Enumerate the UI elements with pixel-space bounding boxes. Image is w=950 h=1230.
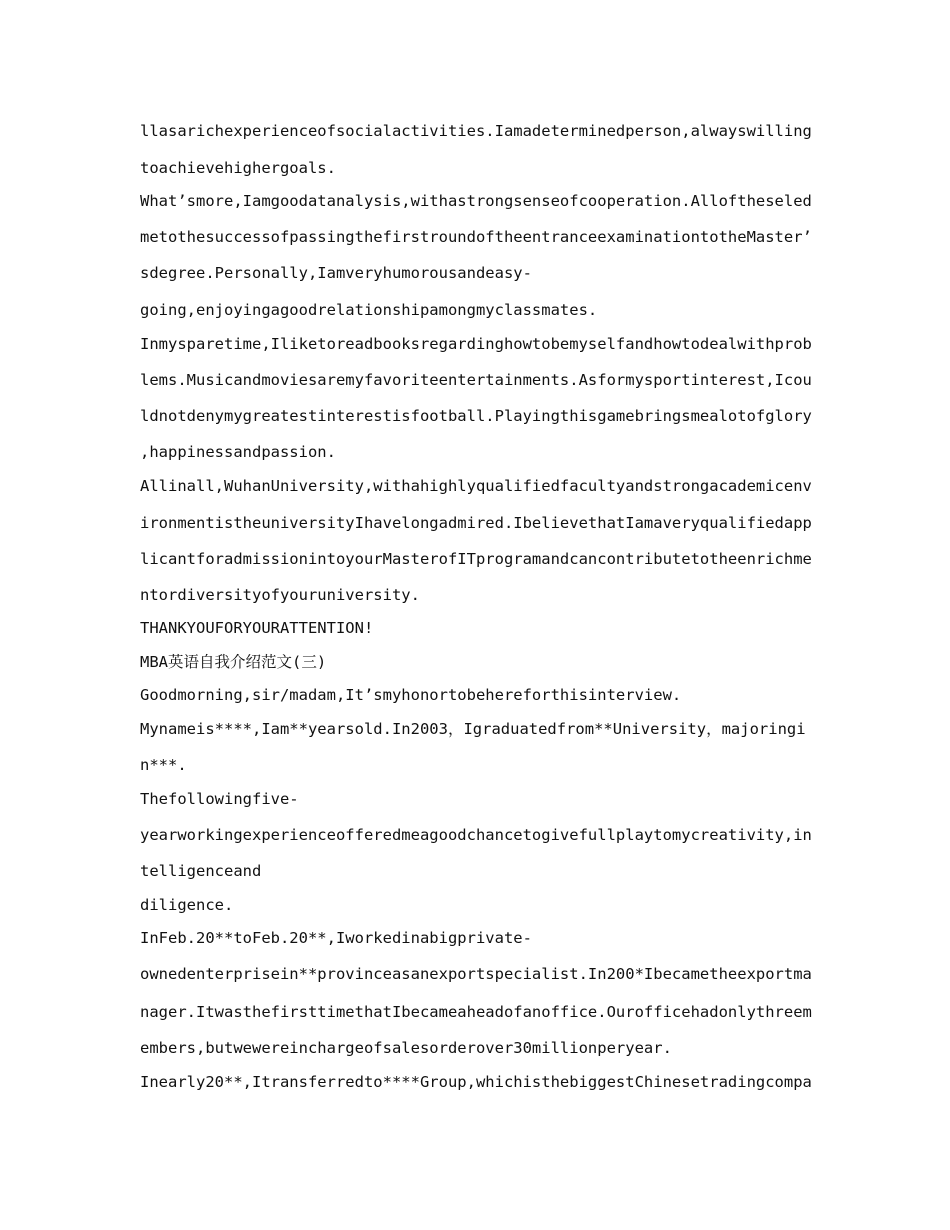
section-heading: MBA英语自我介绍范文(三) — [140, 653, 327, 671]
text-line: metothesuccessofpassingthefirstroundoftheentranceexaminationtotheMaster’ — [140, 228, 812, 246]
text-line: ironmentistheuniversityIhavelongadmired.IbelievethatIamaveryqualifiedapp — [140, 514, 812, 532]
text-line: licantforadmissionintoyourMasterofITprogramandcancontributetotheenrichme — [140, 550, 812, 568]
text-line: Goodmorning,sir/madam,It’smyhonortobehereforthisinterview. — [140, 686, 682, 704]
text-line: InFeb.20**toFeb.20**,Iworkedinabigprivate- — [140, 929, 532, 947]
text-line: sdegree.Personally,Iamveryhumorousandeasy- — [140, 264, 532, 282]
text-line: n***. — [140, 756, 187, 774]
text-line: lems.Musicandmoviesaremyfavoriteentertainments.Asformysportinterest,Icou — [140, 371, 812, 389]
text-line: Allinall,WuhanUniversity,withahighlyqualifiedfacultyandstrongacademicenv — [140, 477, 812, 495]
text-line: yearworkingexperienceofferedmeagoodchancetogivefullplaytomycreativity,in — [140, 826, 812, 844]
text-line: toachievehighergoals. — [140, 159, 336, 177]
text-line: ownedenterprisein**provinceasanexportspecialist.In200*Ibecametheexportma — [140, 965, 812, 983]
text-line: Thefollowingfive- — [140, 790, 299, 808]
text-line: going,enjoyingagoodrelationshipamongmyclassmates. — [140, 301, 598, 319]
text-line: diligence. — [140, 896, 234, 914]
text-line: ntordiversityofyouruniversity. — [140, 586, 420, 604]
text-line: THANKYOUFORYOURATTENTION! — [140, 619, 374, 637]
text-line: Mynameis****,Iam**yearsold.In2003，Igraduatedfrom**University，majoringi — [140, 720, 806, 738]
text-line: ,happinessandpassion. — [140, 443, 336, 461]
text-line: llasarichexperienceofsocialactivities.Iamadeterminedperson,alwayswilling — [140, 122, 812, 140]
text-line: nager.ItwasthefirsttimethatIbecameaheadofanoffice.Ourofficehadonlythreem — [140, 1003, 812, 1021]
text-line: Inearly20**,Itransferredto****Group,whichisthebiggestChinesetradingcompa — [140, 1073, 812, 1091]
text-line: embers,butwewereinchargeofsalesorderover30millionperyear. — [140, 1039, 672, 1057]
text-line: ldnotdenymygreatestinterestisfootball.Playingthisgamebringsmealotofglory — [140, 407, 812, 425]
text-line: What’smore,Iamgoodatanalysis,withastrongsenseofcooperation.Alloftheseled — [140, 192, 812, 210]
text-line: telligenceand — [140, 862, 262, 880]
text-line: Inmysparetime,Iliketoreadbooksregardinghowtobemyselfandhowtodealwithprob — [140, 335, 812, 353]
